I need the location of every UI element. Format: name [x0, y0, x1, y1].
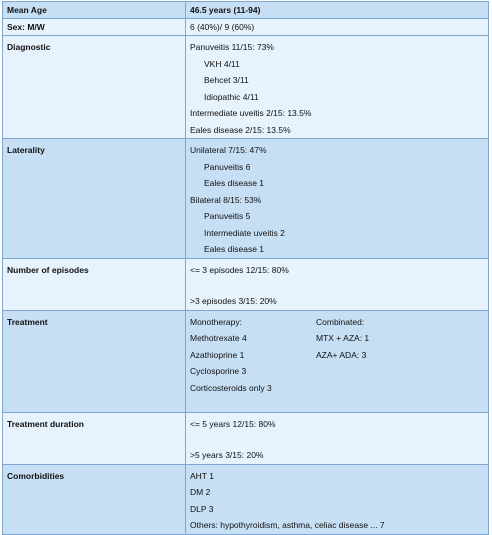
- list-item: Cyclosporine 3: [190, 366, 247, 376]
- list-item: Intermediate uveitis 2: [204, 227, 285, 238]
- list-item: Panuveitis 11/15: 73%: [190, 42, 274, 52]
- list-item: DLP 3: [190, 503, 214, 514]
- list-item: Monotherapy:: [190, 316, 242, 327]
- laterality-cell: [186, 139, 489, 259]
- list-item: Corticosteroids only 3: [190, 382, 272, 393]
- row-label: Number of episodes: [3, 258, 186, 310]
- row-laterality: [3, 139, 489, 259]
- list-item: >5 years 3/15: 20%: [190, 450, 264, 460]
- row-mean-age: [3, 2, 489, 19]
- list-item: Intermediate uveitis 2/15: 13.5%: [190, 108, 312, 118]
- mean-age-value: 46.5 years (11-94): [186, 2, 489, 19]
- list-item: Eales disease 1: [204, 244, 265, 254]
- row-diagnostic: [3, 36, 489, 139]
- treatment-cell: [186, 310, 489, 412]
- list-item: Unilateral 7/15: 47%: [190, 145, 267, 155]
- list-item: >3 episodes 3/15: 20%: [190, 296, 277, 306]
- row-comorbidities: [3, 464, 489, 534]
- list-item: <= 3 episodes 12/15: 80%: [190, 264, 289, 275]
- list-item: Methotrexate 4: [190, 333, 247, 343]
- list-item: AHT 1: [190, 470, 214, 481]
- row-label: Sex: M/W: [3, 19, 186, 36]
- list-item: VKH 4/11: [204, 58, 240, 69]
- list-item: Panuveitis 5: [204, 211, 251, 221]
- list-item: Eales disease 2/15: 13.5%: [190, 124, 291, 135]
- row-label: Treatment duration: [3, 412, 186, 464]
- row-label: Laterality: [3, 139, 186, 259]
- list-item: <= 5 years 12/15: 80%: [190, 418, 276, 429]
- row-label: Comorbidities: [3, 464, 186, 534]
- row-label: Treatment: [3, 310, 186, 412]
- row-label: Mean Age: [3, 2, 186, 19]
- list-item: MTX + AZA: 1: [316, 333, 370, 343]
- diagnostic-cell: [186, 36, 489, 139]
- patient-characteristics-table: [2, 1, 489, 535]
- row-episodes: [3, 258, 489, 310]
- list-item: Combinated:: [316, 316, 365, 327]
- row-label: Diagnostic: [3, 36, 186, 139]
- list-item: Others: hypothyroidism, asthma, celiac disease ... 7: [190, 520, 385, 530]
- row-treatment-duration: [3, 412, 489, 464]
- list-item: Panuveitis 6: [204, 161, 251, 172]
- list-item: AZA+ ADA: 3: [316, 349, 367, 360]
- sex-value: 6 (40%)/ 9 (60%): [186, 19, 489, 36]
- row-sex: [3, 19, 489, 36]
- list-item: Bilateral 8/15: 53%: [190, 194, 262, 205]
- list-item: Azathioprine 1: [190, 349, 245, 360]
- list-item: Idiopathic 4/11: [204, 91, 259, 102]
- row-treatment: [3, 310, 489, 412]
- episodes-cell: [186, 258, 489, 310]
- duration-cell: [186, 412, 489, 464]
- list-item: Eales disease 1: [204, 178, 265, 188]
- list-item: DM 2: [190, 487, 211, 497]
- comorbidities-cell: [186, 464, 489, 534]
- list-item: Behcet 3/11: [204, 75, 249, 85]
